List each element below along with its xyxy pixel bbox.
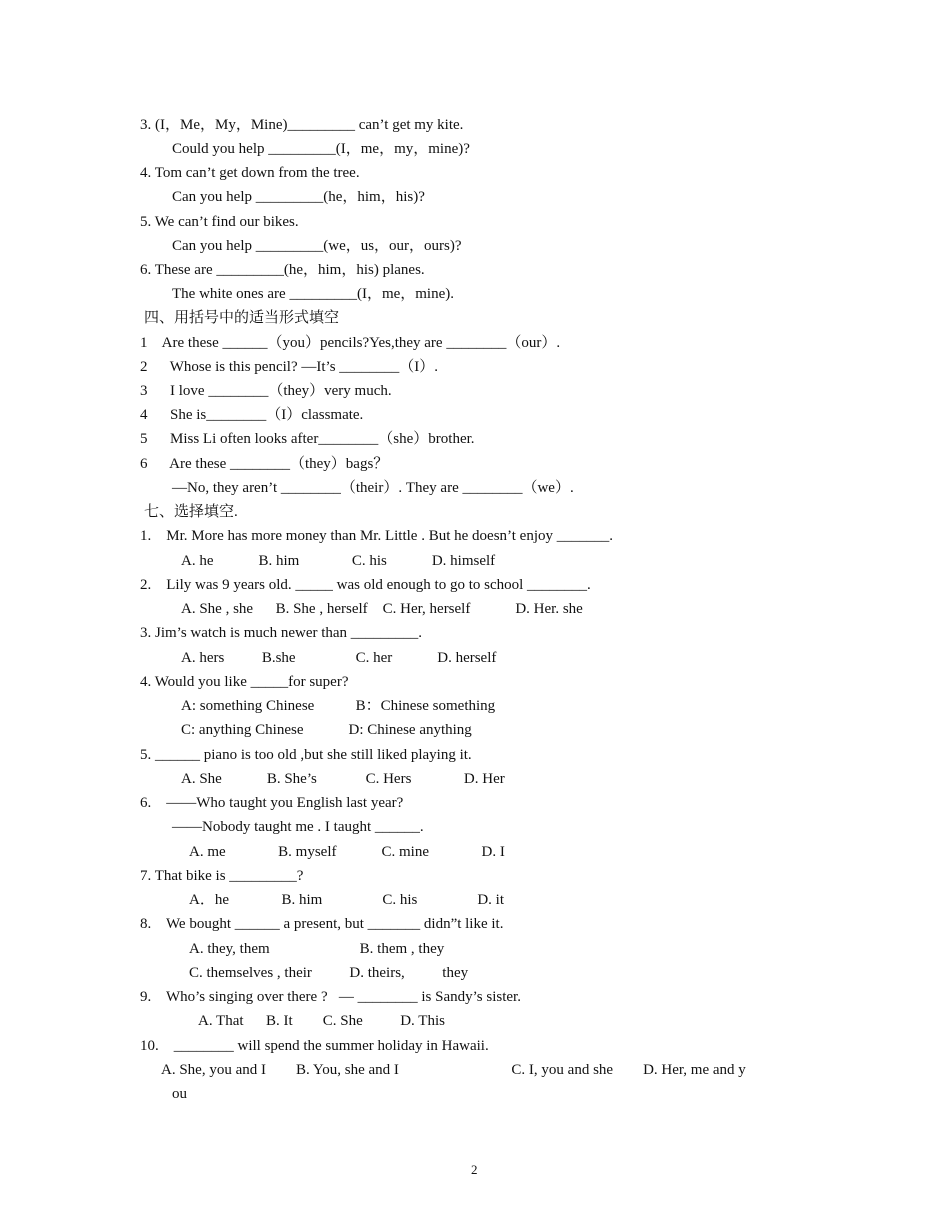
option-line: A. She B. She’s C. Hers D. Her — [181, 771, 505, 787]
question-line: 6 Are these ________（they）bags？ — [140, 456, 389, 472]
question-line: 4 She is________（I）classmate. — [140, 407, 364, 423]
section-heading: 七、选择填空. — [144, 504, 238, 520]
text-line: Can you help _________(he，him，his)? — [172, 189, 425, 205]
question-line: 7. That bike is _________? — [140, 868, 304, 884]
text-line: 4. Tom can’t get down from the tree. — [140, 165, 360, 181]
question-line: 6. ——Who taught you English last year? — [140, 795, 404, 811]
option-line: A. they, them B. them , they — [189, 941, 445, 957]
question-line: 9. Who’s singing over there ? — ________ is Sandy’s sister. — [140, 989, 521, 1005]
page-number: 2 — [471, 1162, 478, 1177]
question-line: 3 I love ________（they）very much. — [140, 383, 392, 399]
option-line: ou — [172, 1086, 187, 1102]
option-line: A. She , she B. She , herself C. Her, herself D. Her. she — [181, 601, 583, 617]
text-line: The white ones are _________(I，me，mine). — [172, 286, 455, 302]
question-line: 4. Would you like _____for super? — [140, 674, 349, 690]
option-line: A．he B. him C. his D. it — [189, 892, 505, 908]
option-line: C. themselves , their D. theirs, they — [189, 965, 469, 981]
question-line: —No, they aren’t ________（their）. They are ________（we）. — [172, 480, 574, 496]
question-line: 5. ______ piano is too old ,but she still liked playing it. — [140, 747, 472, 763]
text-line: Could you help _________(I，me，my，mine)? — [172, 141, 470, 157]
text-line: 6. These are _________(he，him，his) planes. — [140, 262, 425, 278]
question-line: 10. ________ will spend the summer holiday in Hawaii. — [140, 1038, 489, 1054]
option-line: A. hers B.she C. her D. herself — [181, 650, 497, 666]
option-line: A. She, you and I B. You, she and I C. I, you and she D. Her, me and y — [161, 1062, 746, 1078]
option-line: A: something Chinese B：Chinese something — [181, 698, 496, 714]
question-line: 3. Jim’s watch is much newer than _________. — [140, 625, 423, 641]
question-line: 2 Whose is this pencil? —It’s ________（I）. — [140, 359, 439, 375]
question-line: 8. We bought ______ a present, but _______ didn”t like it. — [140, 916, 504, 932]
section-heading: 四、用括号中的适当形式填空 — [144, 310, 340, 326]
question-line: 1. Mr. More has more money than Mr. Little . But he doesn’t enjoy _______. — [140, 528, 613, 544]
question-line: ——Nobody taught me . I taught ______. — [172, 819, 424, 835]
text-line: 5. We can’t find our bikes. — [140, 214, 299, 230]
question-line: 1 Are these ______（you）pencils?Yes,they are ________（our）. — [140, 335, 561, 351]
question-line: 5 Miss Li often looks after________（she）brother. — [140, 431, 475, 447]
text-line: 3. (I，Me，My，Mine)_________ can’t get my kite. — [140, 117, 464, 133]
option-line: A. me B. myself C. mine D. I — [189, 844, 505, 860]
option-line: A. That B. It C. She D. This — [198, 1013, 445, 1029]
text-line: Can you help _________(we，us，our，ours)? — [172, 238, 462, 254]
option-line: A. he B. him C. his D. himself — [181, 553, 496, 569]
question-line: 2. Lily was 9 years old. _____ was old enough to go to school ________. — [140, 577, 591, 593]
option-line: C: anything Chinese D: Chinese anything — [181, 722, 472, 738]
